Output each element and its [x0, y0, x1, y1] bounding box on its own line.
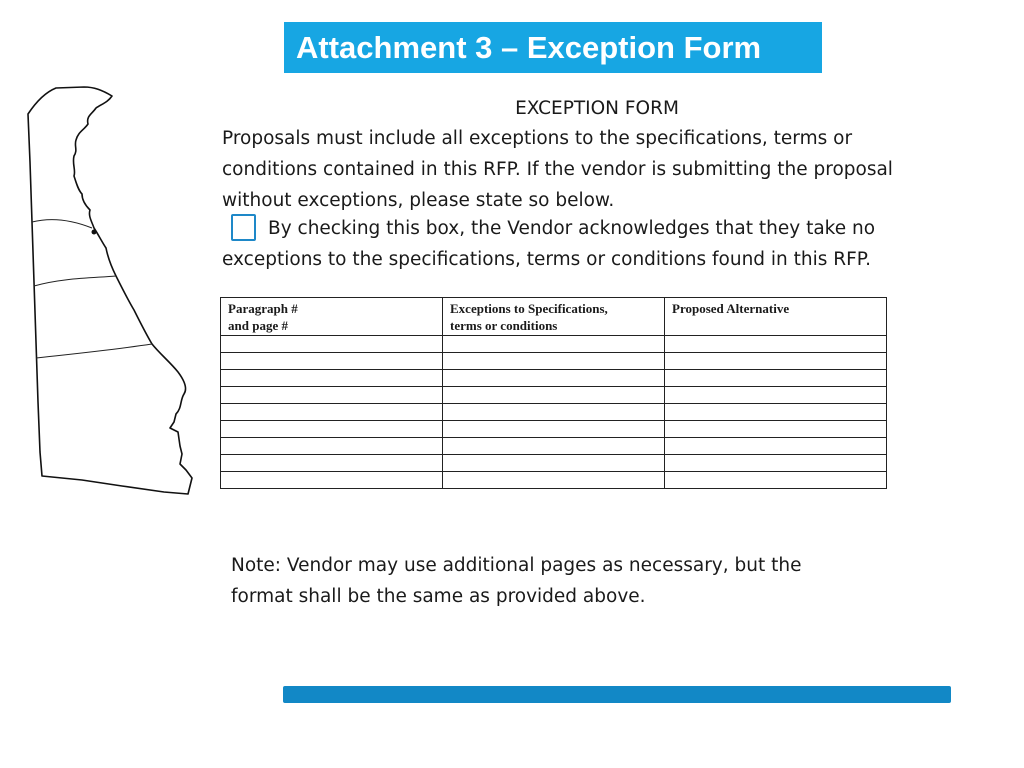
table-cell[interactable]: [443, 370, 665, 387]
table-cell[interactable]: [221, 336, 443, 353]
table-cell[interactable]: [443, 421, 665, 438]
exceptions-table: [220, 297, 887, 489]
table-row: [221, 336, 887, 353]
no-exceptions-checkbox[interactable]: [231, 214, 256, 241]
table-cell[interactable]: [221, 421, 443, 438]
page-title: Attachment 3 – Exception Form: [284, 22, 822, 73]
column-header-alternative: Proposed Alternative: [665, 298, 887, 336]
intro-text: [222, 123, 982, 216]
table-cell[interactable]: [221, 472, 443, 489]
table-cell[interactable]: [443, 404, 665, 421]
delaware-map-icon: [22, 82, 202, 502]
intro-line: conditions contained in this RFP. If the vendor is submitting the proposal: [222, 159, 893, 180]
acknowledgement-text-continued: exceptions to the specifications, terms or conditions found in this RFP.: [222, 249, 871, 270]
table-cell[interactable]: [221, 353, 443, 370]
table-row: [221, 421, 887, 438]
table-cell[interactable]: [665, 336, 887, 353]
table-cell[interactable]: [443, 455, 665, 472]
table-row: [221, 370, 887, 387]
table-cell[interactable]: [443, 438, 665, 455]
table-cell[interactable]: [665, 387, 887, 404]
table-cell[interactable]: [665, 353, 887, 370]
table-cell[interactable]: [665, 438, 887, 455]
form-heading: EXCEPTION FORM: [515, 98, 679, 119]
column-header-exceptions: Exceptions to Specifications, terms or conditions: [443, 298, 665, 336]
table-cell[interactable]: [443, 353, 665, 370]
intro-line: Proposals must include all exceptions to the specifications, terms or: [222, 128, 853, 149]
table-cell[interactable]: [221, 404, 443, 421]
table-row: [221, 353, 887, 370]
table-row: [221, 455, 887, 472]
table-row: [221, 438, 887, 455]
table-cell[interactable]: [665, 472, 887, 489]
table-row: [221, 472, 887, 489]
table-cell[interactable]: [221, 387, 443, 404]
table-cell[interactable]: [665, 404, 887, 421]
table-header-row: [221, 298, 887, 336]
table-cell[interactable]: [221, 438, 443, 455]
table-row: [221, 387, 887, 404]
intro-line: without exceptions, please state so below.: [222, 190, 615, 211]
table-cell[interactable]: [221, 455, 443, 472]
table-cell[interactable]: [665, 370, 887, 387]
column-header-paragraph: Paragraph # and page #: [221, 298, 443, 336]
acknowledgement-text: By checking this box, the Vendor acknowledges that they take no: [268, 218, 876, 239]
footer-bar: [283, 686, 951, 703]
table-cell[interactable]: [443, 387, 665, 404]
table-cell[interactable]: [665, 421, 887, 438]
note-line: Note: Vendor may use additional pages as necessary, but the: [231, 555, 802, 576]
vendor-note: [231, 550, 891, 612]
table-cell[interactable]: [665, 455, 887, 472]
note-line: format shall be the same as provided above.: [231, 586, 646, 607]
table-row: [221, 404, 887, 421]
table-cell[interactable]: [443, 472, 665, 489]
table-cell[interactable]: [221, 370, 443, 387]
table-cell[interactable]: [443, 336, 665, 353]
